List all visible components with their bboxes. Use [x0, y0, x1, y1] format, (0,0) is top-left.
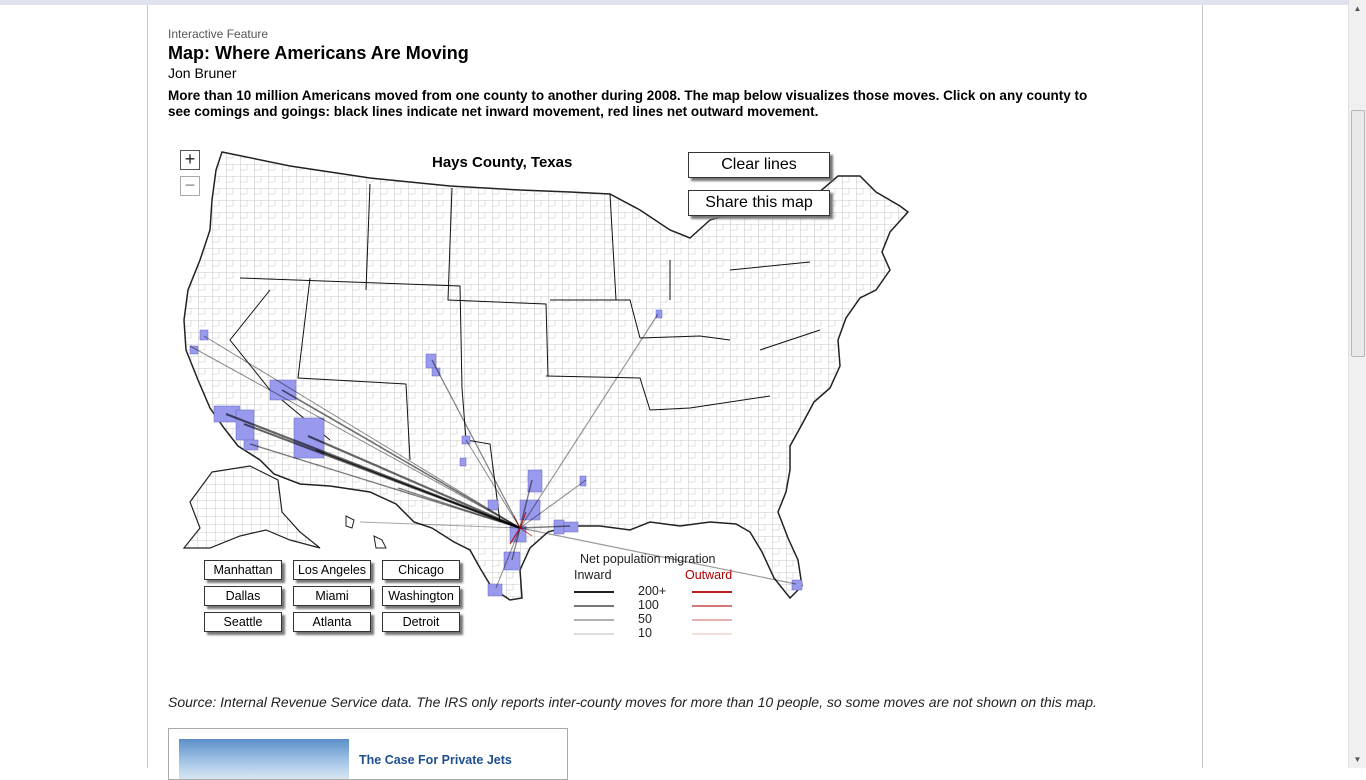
article-kicker: Interactive Feature	[168, 27, 269, 41]
city-button-miami[interactable]: Miami	[293, 586, 371, 606]
city-button-chicago[interactable]: Chicago	[382, 560, 460, 580]
article-intro: More than 10 million Americans moved from one county to another during 2008. The map below visualizes those moves. Click on any county to see comings and goings: black lines indicate net inward movement, red lines net outward movement.	[168, 88, 1088, 119]
clear-lines-button[interactable]: Clear lines	[688, 152, 830, 178]
hawaii-shape[interactable]	[346, 516, 386, 548]
city-button-detroit[interactable]: Detroit	[382, 612, 460, 632]
legend-inward-label: Inward	[574, 568, 612, 582]
legend-value-10: 10	[638, 626, 652, 640]
us-county-migration-map[interactable]	[170, 140, 930, 650]
related-story-image[interactable]	[179, 739, 349, 779]
scroll-up-arrow-icon[interactable]: ▲	[1353, 4, 1362, 13]
legend-value-50: 50	[638, 612, 652, 626]
legend-outward-label: Outward	[685, 568, 733, 582]
scroll-down-arrow-icon[interactable]: ▼	[1353, 755, 1362, 764]
content-right-border	[1202, 5, 1203, 768]
content-left-border	[147, 5, 148, 768]
source-note: Source: Internal Revenue Service data. The IRS only reports inter-county moves for more than 10 people, so some moves are not shown on this map.	[168, 694, 1097, 710]
article-byline: Jon Bruner	[168, 65, 237, 81]
city-button-dallas[interactable]: Dallas	[204, 586, 282, 606]
browser-top-edge	[0, 0, 1366, 5]
vertical-scrollbar[interactable]	[1348, 0, 1366, 768]
selected-county-title: Hays County, Texas	[432, 154, 573, 171]
article-title: Map: Where Americans Are Moving	[168, 43, 469, 63]
related-story-box[interactable]	[168, 728, 568, 780]
legend-value-200: 200+	[638, 584, 667, 598]
city-button-seattle[interactable]: Seattle	[204, 612, 282, 632]
share-map-button[interactable]: Share this map	[688, 190, 830, 216]
legend-value-100: 100	[638, 598, 659, 612]
related-story-link[interactable]: The Case For Private Jets	[359, 753, 512, 767]
legend-line-swatches	[570, 584, 740, 640]
city-button-manhattan[interactable]: Manhattan	[204, 560, 282, 580]
legend-title: Net population migration	[580, 552, 716, 566]
zoom-out-button[interactable]: −	[180, 176, 200, 196]
city-button-atlanta[interactable]: Atlanta	[293, 612, 371, 632]
scroll-thumb[interactable]	[1351, 110, 1365, 357]
city-button-los-angeles[interactable]: Los Angeles	[293, 560, 371, 580]
city-button-washington[interactable]: Washington	[382, 586, 460, 606]
zoom-in-button[interactable]: +	[180, 150, 200, 170]
